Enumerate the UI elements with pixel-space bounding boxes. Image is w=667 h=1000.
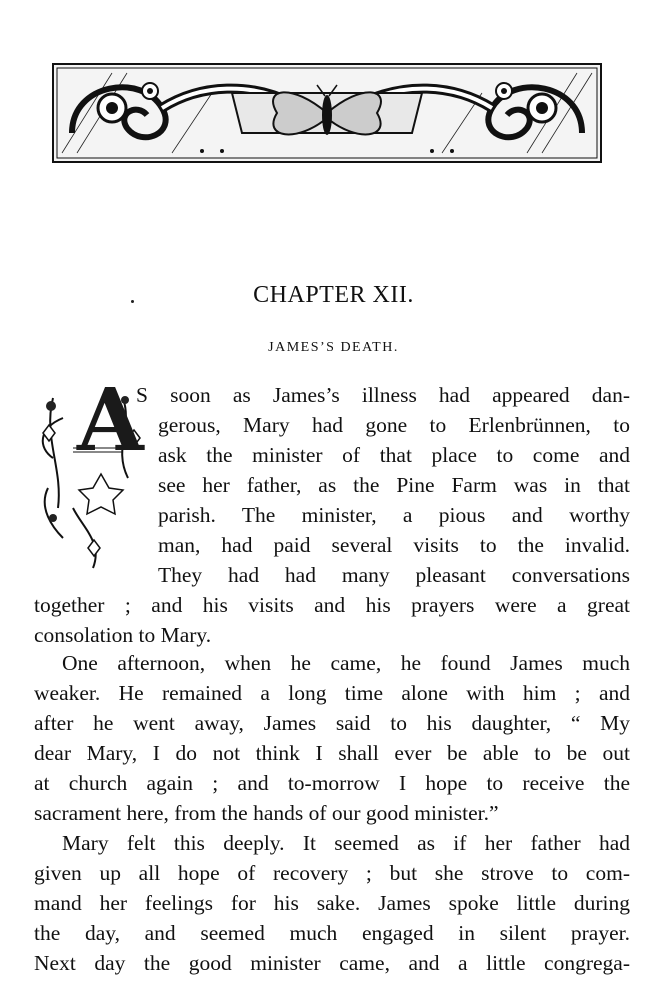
stray-ink-dot	[131, 300, 134, 303]
text-line: They had had many pleasant conversations	[158, 563, 630, 587]
text-line: Next day the good minister came, and a little congrega-	[34, 951, 630, 975]
text-line: the day, and seemed much engaged in silent prayer.	[34, 921, 630, 945]
text-line: given up all hope of recovery ; but she strove to com-	[34, 861, 630, 885]
text-line: weaker. He remained a long time alone with him ; and	[34, 681, 630, 705]
text-line: see her father, as the Pine Farm was in that	[158, 473, 630, 497]
chapter-subtitle: JAMES’S DEATH.	[268, 340, 399, 355]
text-line: parish. The minister, a pious and worthy	[158, 503, 630, 527]
text-line: at church again ; and to-morrow I hope to receive the	[34, 771, 630, 795]
chapter-title: CHAPTER XII.	[253, 282, 414, 308]
text-line: consolation to Mary.	[34, 623, 212, 647]
text-line: One afternoon, when he came, he found James much	[62, 651, 630, 675]
header-ornament	[52, 63, 602, 163]
text-line: man, had paid several visits to the invalid.	[158, 533, 630, 557]
text-line: mand her feelings for his sake. James spoke little during	[34, 891, 630, 915]
text-line: together ; and his visits and his prayers were a great	[34, 593, 630, 617]
drop-cap-illustration	[33, 370, 153, 573]
text-line: after he went away, James said to his daughter, “ My	[34, 711, 630, 735]
text-line: gerous, Mary had gone to Erlenbrünnen, to	[158, 413, 630, 437]
text-line: Mary felt this deeply. It seemed as if her father had	[62, 831, 630, 855]
text-line: dear Mary, I do not think I shall ever be able to be out	[34, 741, 630, 765]
text-line: ask the minister of that place to come and	[158, 443, 630, 467]
drop-cap-letter: A	[77, 370, 144, 471]
text-line: sacrament here, from the hands of our good minister.”	[34, 801, 499, 825]
butterfly-scroll-ornament-icon	[52, 63, 602, 163]
text-line: S soon as James’s illness had appeared dan-	[136, 383, 630, 407]
